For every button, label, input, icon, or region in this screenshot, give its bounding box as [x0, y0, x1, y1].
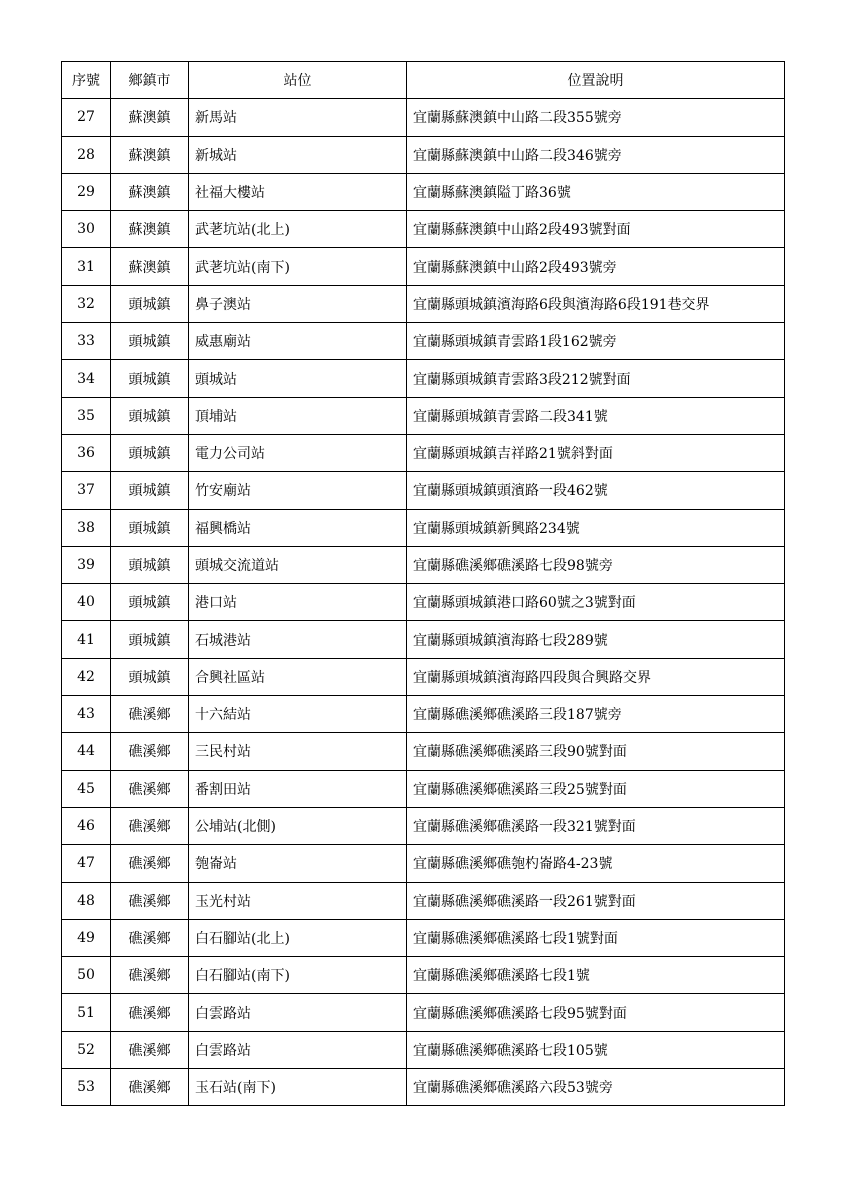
cell-township: 頭城鎮: [111, 584, 189, 621]
cell-stop-name: 合興社區站: [189, 658, 407, 695]
cell-serial-number: 31: [62, 248, 111, 285]
cell-stop-name: 武荖坑站(北上): [189, 211, 407, 248]
cell-stop-name: 武荖坑站(南下): [189, 248, 407, 285]
table-row: [62, 584, 785, 621]
cell-stop-name: 威惠廟站: [189, 323, 407, 360]
table-row: [62, 248, 785, 285]
cell-serial-number: 51: [62, 994, 111, 1031]
cell-serial-number: 42: [62, 658, 111, 695]
table-row: [62, 472, 785, 509]
cell-location-description: 宜蘭縣頭城鎮吉祥路21號斜對面: [407, 434, 785, 471]
cell-location-description: 宜蘭縣頭城鎮濱海路四段與合興路交界: [407, 658, 785, 695]
cell-location-description: 宜蘭縣蘇澳鎮隘丁路36號: [407, 173, 785, 210]
cell-serial-number: 49: [62, 919, 111, 956]
cell-township: 頭城鎮: [111, 472, 189, 509]
cell-township: 礁溪鄉: [111, 957, 189, 994]
cell-stop-name: 頂埔站: [189, 397, 407, 434]
cell-location-description: 宜蘭縣礁溪鄉礁溪路三段187號旁: [407, 696, 785, 733]
cell-stop-name: 鼻子澳站: [189, 285, 407, 322]
cell-stop-name: 番割田站: [189, 770, 407, 807]
table-row: [62, 770, 785, 807]
cell-location-description: 宜蘭縣礁溪鄉礁匏杓崙路4-23號: [407, 845, 785, 882]
cell-location-description: 宜蘭縣頭城鎮新興路234號: [407, 509, 785, 546]
table-row: [62, 882, 785, 919]
cell-township: 礁溪鄉: [111, 845, 189, 882]
cell-serial-number: 34: [62, 360, 111, 397]
cell-township: 蘇澳鎮: [111, 136, 189, 173]
table-row: [62, 173, 785, 210]
cell-stop-name: 白石腳站(南下): [189, 957, 407, 994]
table-row: [62, 285, 785, 322]
cell-location-description: 宜蘭縣頭城鎮濱海路七段289號: [407, 621, 785, 658]
bus-stop-table: [61, 61, 785, 1106]
cell-location-description: 宜蘭縣礁溪鄉礁溪路一段261號對面: [407, 882, 785, 919]
cell-location-description: 宜蘭縣礁溪鄉礁溪路三段90號對面: [407, 733, 785, 770]
cell-serial-number: 46: [62, 807, 111, 844]
cell-township: 頭城鎮: [111, 285, 189, 322]
cell-stop-name: 三民村站: [189, 733, 407, 770]
cell-serial-number: 48: [62, 882, 111, 919]
cell-township: 頭城鎮: [111, 509, 189, 546]
table-row: [62, 509, 785, 546]
cell-township: 礁溪鄉: [111, 1069, 189, 1106]
table-row: [62, 733, 785, 770]
cell-stop-name: 白雲路站: [189, 1031, 407, 1068]
cell-location-description: 宜蘭縣頭城鎮港口路60號之3號對面: [407, 584, 785, 621]
cell-township: 礁溪鄉: [111, 696, 189, 733]
table-row: [62, 957, 785, 994]
cell-township: 蘇澳鎮: [111, 248, 189, 285]
cell-township: 蘇澳鎮: [111, 211, 189, 248]
cell-location-description: 宜蘭縣頭城鎮濱海路6段與濱海路6段191巷交界: [407, 285, 785, 322]
header-serial-number: 序號: [62, 62, 111, 99]
cell-stop-name: 新馬站: [189, 99, 407, 136]
cell-stop-name: 玉光村站: [189, 882, 407, 919]
cell-location-description: 宜蘭縣頭城鎮青雲路二段341號: [407, 397, 785, 434]
cell-serial-number: 29: [62, 173, 111, 210]
cell-location-description: 宜蘭縣礁溪鄉礁溪路七段105號: [407, 1031, 785, 1068]
cell-serial-number: 30: [62, 211, 111, 248]
table-row: [62, 211, 785, 248]
cell-location-description: 宜蘭縣礁溪鄉礁溪路七段1號: [407, 957, 785, 994]
cell-serial-number: 43: [62, 696, 111, 733]
cell-serial-number: 44: [62, 733, 111, 770]
cell-location-description: 宜蘭縣頭城鎮青雲路1段162號旁: [407, 323, 785, 360]
table-row: [62, 397, 785, 434]
cell-serial-number: 28: [62, 136, 111, 173]
cell-serial-number: 41: [62, 621, 111, 658]
cell-stop-name: 白石腳站(北上): [189, 919, 407, 956]
cell-location-description: 宜蘭縣礁溪鄉礁溪路三段25號對面: [407, 770, 785, 807]
cell-township: 礁溪鄉: [111, 770, 189, 807]
cell-serial-number: 27: [62, 99, 111, 136]
table-row: [62, 919, 785, 956]
cell-location-description: 宜蘭縣礁溪鄉礁溪路七段95號對面: [407, 994, 785, 1031]
header-location-description: 位置說明: [407, 62, 785, 99]
cell-serial-number: 38: [62, 509, 111, 546]
cell-township: 礁溪鄉: [111, 807, 189, 844]
cell-township: 蘇澳鎮: [111, 173, 189, 210]
cell-serial-number: 50: [62, 957, 111, 994]
cell-serial-number: 45: [62, 770, 111, 807]
cell-township: 礁溪鄉: [111, 919, 189, 956]
cell-stop-name: 新城站: [189, 136, 407, 173]
table-row: [62, 621, 785, 658]
table-row: [62, 360, 785, 397]
table-body: [62, 99, 785, 1106]
cell-location-description: 宜蘭縣頭城鎮青雲路3段212號對面: [407, 360, 785, 397]
cell-serial-number: 47: [62, 845, 111, 882]
cell-township: 礁溪鄉: [111, 994, 189, 1031]
table-row: [62, 99, 785, 136]
cell-stop-name: 匏崙站: [189, 845, 407, 882]
cell-location-description: 宜蘭縣蘇澳鎮中山路2段493號旁: [407, 248, 785, 285]
cell-township: 頭城鎮: [111, 360, 189, 397]
table-row: [62, 546, 785, 583]
table-header-row: [62, 62, 785, 99]
cell-township: 礁溪鄉: [111, 733, 189, 770]
cell-stop-name: 社福大樓站: [189, 173, 407, 210]
cell-serial-number: 39: [62, 546, 111, 583]
table-row: [62, 1069, 785, 1106]
cell-serial-number: 40: [62, 584, 111, 621]
table-row: [62, 1031, 785, 1068]
cell-serial-number: 36: [62, 434, 111, 471]
table-row: [62, 994, 785, 1031]
table-row: [62, 434, 785, 471]
table-row: [62, 845, 785, 882]
cell-location-description: 宜蘭縣礁溪鄉礁溪路七段1號對面: [407, 919, 785, 956]
cell-serial-number: 37: [62, 472, 111, 509]
cell-location-description: 宜蘭縣礁溪鄉礁溪路七段98號旁: [407, 546, 785, 583]
cell-location-description: 宜蘭縣蘇澳鎮中山路二段355號旁: [407, 99, 785, 136]
cell-location-description: 宜蘭縣礁溪鄉礁溪路六段53號旁: [407, 1069, 785, 1106]
cell-location-description: 宜蘭縣蘇澳鎮中山路2段493號對面: [407, 211, 785, 248]
cell-stop-name: 白雲路站: [189, 994, 407, 1031]
cell-serial-number: 33: [62, 323, 111, 360]
cell-serial-number: 32: [62, 285, 111, 322]
cell-stop-name: 十六結站: [189, 696, 407, 733]
cell-township: 頭城鎮: [111, 397, 189, 434]
table-row: [62, 658, 785, 695]
cell-location-description: 宜蘭縣礁溪鄉礁溪路一段321號對面: [407, 807, 785, 844]
cell-stop-name: 玉石站(南下): [189, 1069, 407, 1106]
cell-stop-name: 竹安廟站: [189, 472, 407, 509]
table-row: [62, 807, 785, 844]
cell-township: 頭城鎮: [111, 323, 189, 360]
cell-township: 頭城鎮: [111, 434, 189, 471]
header-township: 鄉鎮市: [111, 62, 189, 99]
cell-serial-number: 52: [62, 1031, 111, 1068]
cell-township: 頭城鎮: [111, 546, 189, 583]
cell-location-description: 宜蘭縣頭城鎮頭濱路一段462號: [407, 472, 785, 509]
cell-township: 頭城鎮: [111, 621, 189, 658]
header-stop: 站位: [189, 62, 407, 99]
cell-serial-number: 35: [62, 397, 111, 434]
cell-stop-name: 福興橋站: [189, 509, 407, 546]
cell-stop-name: 石城港站: [189, 621, 407, 658]
cell-stop-name: 頭城交流道站: [189, 546, 407, 583]
cell-township: 頭城鎮: [111, 658, 189, 695]
cell-stop-name: 公埔站(北側): [189, 807, 407, 844]
table-row: [62, 136, 785, 173]
cell-location-description: 宜蘭縣蘇澳鎮中山路二段346號旁: [407, 136, 785, 173]
cell-stop-name: 電力公司站: [189, 434, 407, 471]
table-row: [62, 696, 785, 733]
table-row: [62, 323, 785, 360]
cell-township: 礁溪鄉: [111, 882, 189, 919]
cell-serial-number: 53: [62, 1069, 111, 1106]
cell-township: 礁溪鄉: [111, 1031, 189, 1068]
cell-stop-name: 港口站: [189, 584, 407, 621]
cell-stop-name: 頭城站: [189, 360, 407, 397]
cell-township: 蘇澳鎮: [111, 99, 189, 136]
